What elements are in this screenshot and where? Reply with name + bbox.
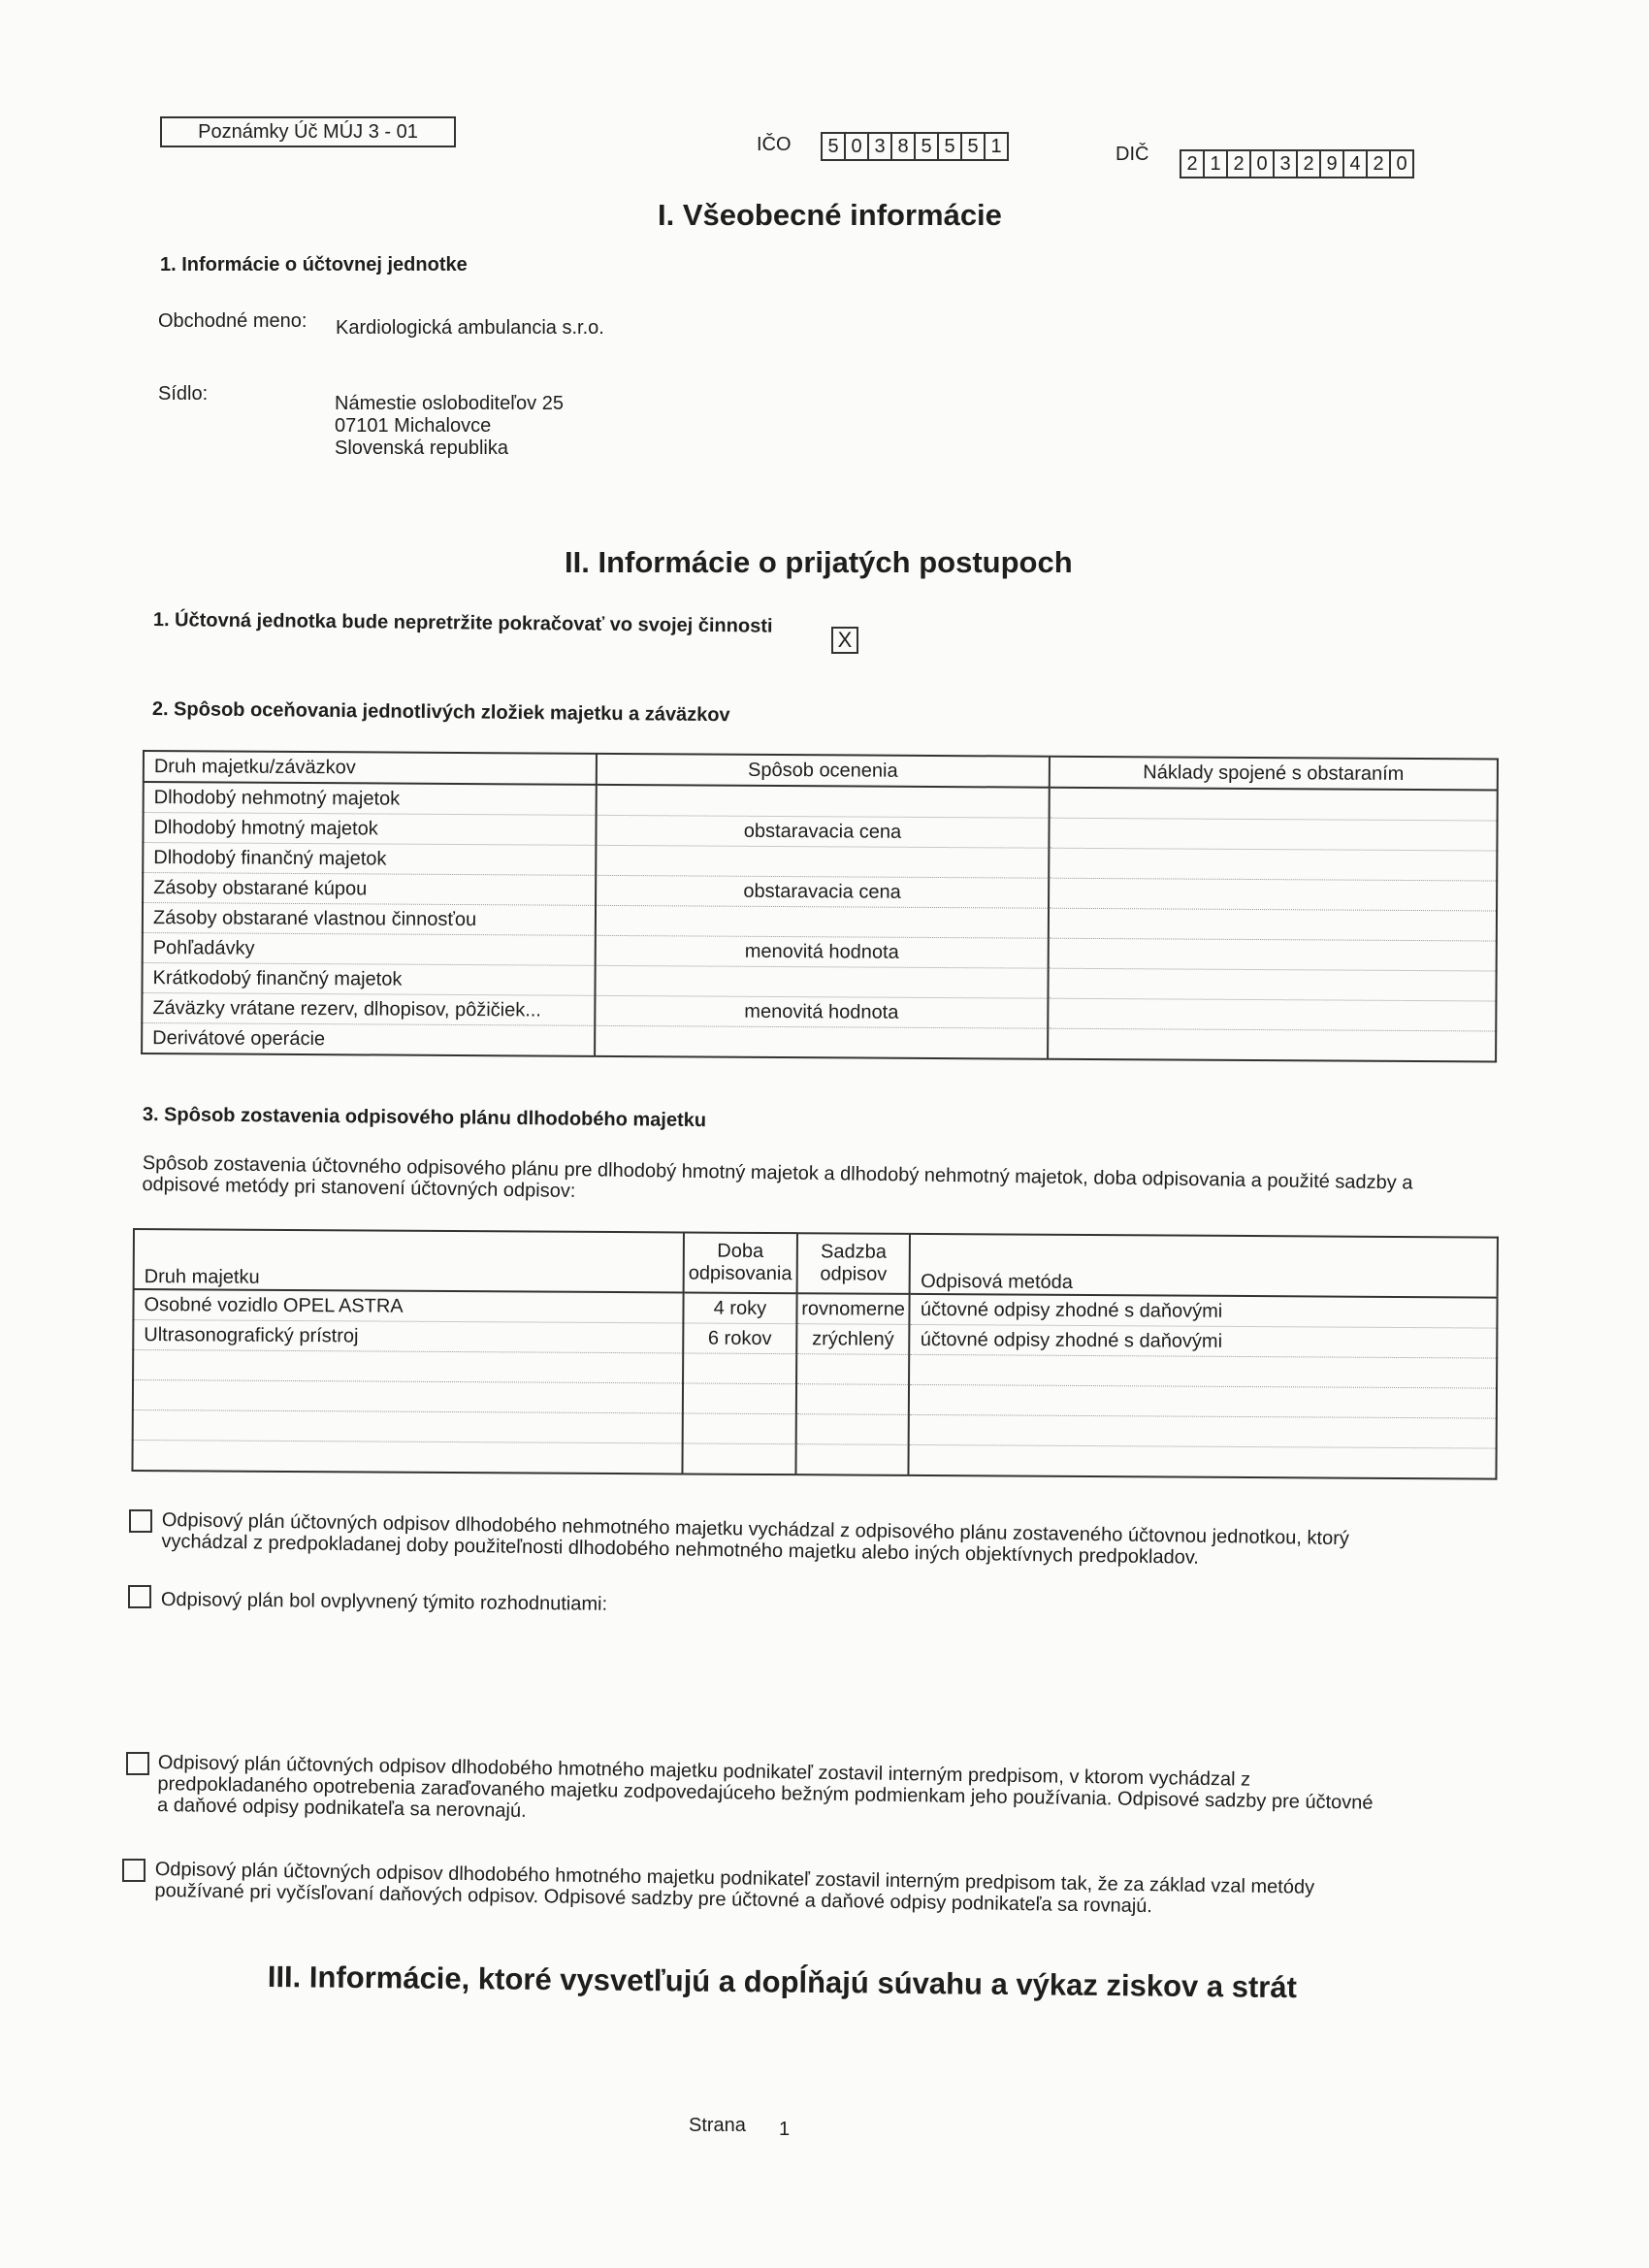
depreciation-cell: rovnomerne — [796, 1293, 910, 1324]
section-2-title: II. Informácie o prijatých postupoch — [565, 545, 1073, 579]
depreciation-cell — [909, 1414, 1497, 1448]
depreciation-cell — [683, 1413, 796, 1444]
depreciation-cell — [133, 1380, 683, 1413]
valuation-cell: Derivátové operácie — [142, 1023, 595, 1056]
depreciation-cell: zrýchlený — [796, 1324, 910, 1355]
valuation-cell: obstaravacia cena — [596, 875, 1049, 908]
valuation-cell — [1048, 998, 1496, 1031]
valuation-cell: Záväzky vrátane rezerv, dlhopisov, pôžičiek... — [142, 993, 595, 1026]
valuation-cell: Zásoby obstarané vlastnou činnosťou — [143, 903, 596, 936]
dic-digit: 9 — [1319, 149, 1344, 178]
depreciation-cell — [133, 1350, 683, 1383]
note-label: Poznámky Úč MÚJ 3 - 01 — [198, 120, 418, 143]
decisions-text: Odpisový plán bol ovplyvnený týmito rozhodnutiami: — [160, 1589, 608, 1615]
depreciation-cell — [909, 1354, 1497, 1388]
valuation-cell — [1049, 938, 1497, 971]
depreciation-cell — [682, 1443, 795, 1474]
valuation-cell — [595, 1025, 1048, 1058]
valuation-cell — [1048, 1028, 1496, 1061]
dic-digit: 0 — [1389, 149, 1414, 178]
valuation-cell: Dlhodobý finančný majetok — [143, 843, 596, 876]
dic-digit: 3 — [1273, 149, 1298, 178]
ico-digit: 8 — [890, 132, 916, 161]
valuation-cell: Pohľadávky — [143, 933, 596, 966]
dic-digit: 2 — [1296, 149, 1321, 178]
depreciation-heading: 3. Spôsob zostavenia odpisového plánu dlhodobého majetku — [142, 1104, 707, 1132]
valuation-cell: Zásoby obstarané kúpou — [143, 873, 596, 906]
valuation-cell — [596, 845, 1049, 878]
depreciation-header-cell: Doba odpisovania — [684, 1232, 797, 1293]
ico-label: IČO — [757, 134, 792, 155]
valuation-cell: obstaravacia cena — [596, 815, 1049, 848]
ico-digit: 5 — [937, 132, 962, 161]
depreciation-header-cell: Sadzba odpisov — [796, 1233, 910, 1294]
ico-digit: 1 — [984, 132, 1009, 161]
intangible-plan-text: Odpisový plán účtovných odpisov dlhodobého nehmotného majetku vychádzal z odpisového plánu zostaveného účtovnou jednotkou, ktorý vychádzal z predpokladanej doby použiteľnosti dlhodobého nehmotného majetku alebo iných objektívnych predpokladov. — [161, 1509, 1349, 1569]
valuation-cell: menovitá hodnota — [595, 995, 1048, 1028]
depreciation-header-cell: Druh majetku — [134, 1229, 684, 1292]
seat-line: 07101 Michalovce — [335, 415, 492, 437]
seat-address — [335, 393, 564, 460]
seat-label: Sídlo: — [158, 383, 209, 405]
valuation-header-cell: Druh majetku/záväzkov — [144, 751, 597, 785]
company-name-label: Obchodné meno: — [158, 310, 307, 332]
depreciation-cell — [795, 1414, 909, 1445]
section-1-title: I. Všeobecné informácie — [658, 198, 1002, 232]
depreciation-cell: 6 rokov — [683, 1323, 796, 1354]
depreciation-cell — [133, 1410, 683, 1443]
depreciation-cell: Ultrasonografický prístroj — [133, 1320, 683, 1353]
valuation-table — [141, 750, 1499, 1063]
section-1-subtitle: 1. Informácie o účtovnej jednotke — [160, 254, 468, 275]
depreciation-cell: účtovné odpisy zhodné s daňovými — [910, 1324, 1498, 1358]
page-label: Strana — [689, 2115, 746, 2136]
depreciation-cell — [796, 1384, 910, 1415]
depreciation-cell — [909, 1444, 1497, 1478]
tangible-plan-equal-text: Odpisový plán účtovných odpisov dlhodobého hmotného majetku podnikateľ zostavil interným predpisom tak, že za základ vzal metódy používané pri vyčísľovaní daňových odpisov. Odpisové sadzby pre účtovné a daňové odpisy podnikateľa sa rovnajú. — [154, 1859, 1315, 1918]
ico-digit: 3 — [867, 132, 892, 161]
dic-digit: 2 — [1226, 149, 1251, 178]
valuation-cell — [1049, 848, 1497, 881]
intangible-plan-checkbox[interactable] — [129, 1509, 152, 1533]
valuation-header-cell: Spôsob ocenenia — [597, 754, 1050, 788]
dic-digit: 2 — [1366, 149, 1391, 178]
continuity-mark: X — [837, 628, 853, 652]
seat-line: Námestie osloboditeľov 25 — [335, 393, 564, 414]
valuation-cell — [1048, 968, 1496, 1001]
valuation-cell — [1049, 818, 1497, 851]
depreciation-cell: 4 roky — [683, 1292, 796, 1323]
company-name-value: Kardiologická ambulancia s.r.o. — [336, 317, 604, 339]
valuation-cell: Krátkodobý finančný majetok — [142, 963, 595, 996]
dic-digits — [1181, 149, 1414, 178]
depreciation-cell — [909, 1384, 1497, 1418]
depreciation-cell — [795, 1444, 909, 1475]
tangible-plan-differ-text: Odpisový plán účtovných odpisov dlhodobého hmotného majetku podnikateľ zostavil interným predpisom, v ktorom vychádzal z predpokladaného opotrebenia zaraďovaného majetku zodpovedajúceho bežným podmienkam jeho používania. Odpisové sadzby pre účtovné a daňové odpisy podnikateľa sa nerovnajú. — [156, 1752, 1374, 1822]
depreciation-table — [131, 1228, 1499, 1480]
ico-digit: 0 — [844, 132, 869, 161]
valuation-cell — [1049, 878, 1497, 911]
dic-digit: 0 — [1249, 149, 1275, 178]
depreciation-header-cell: Odpisová metóda — [910, 1234, 1498, 1298]
depreciation-cell — [796, 1354, 910, 1385]
continuity-checkbox[interactable] — [831, 627, 858, 654]
valuation-cell — [1050, 788, 1498, 821]
seat-line: Slovenská republika — [335, 437, 508, 459]
ico-digit: 5 — [914, 132, 939, 161]
valuation-cell: Dlhodobý nehmotný majetok — [144, 782, 597, 815]
valuation-cell: menovitá hodnota — [596, 935, 1049, 968]
depreciation-cell: účtovné odpisy zhodné s daňovými — [910, 1294, 1498, 1328]
depreciation-cell — [683, 1353, 796, 1384]
ico-digit: 5 — [821, 132, 846, 161]
page-number: 1 — [779, 2119, 791, 2140]
ico-digit: 5 — [960, 132, 986, 161]
valuation-cell — [1049, 908, 1497, 941]
depreciation-description: Spôsob zostavenia účtovného odpisového plánu pre dlhodobý hmotný majetok a dlhodobý nehmotný majetok, doba odpisovania a použité sadzby a odpisové metódy pri stanovení účtovných odpisov: — [142, 1152, 1413, 1203]
valuation-cell: Dlhodobý hmotný majetok — [143, 813, 596, 846]
dic-digit: 4 — [1342, 149, 1368, 178]
valuation-header-cell: Náklady spojené s obstaraním — [1050, 757, 1498, 791]
tangible-plan-equal-checkbox[interactable] — [122, 1859, 146, 1882]
depreciation-cell — [683, 1383, 796, 1414]
depreciation-cell — [132, 1441, 682, 1474]
dic-digit: 2 — [1180, 149, 1205, 178]
dic-digit: 1 — [1203, 149, 1228, 178]
valuation-cell — [595, 965, 1048, 998]
decisions-checkbox[interactable] — [128, 1585, 151, 1608]
note-label-box — [160, 116, 456, 147]
valuation-cell — [596, 905, 1049, 938]
section-3-title: III. Informácie, ktoré vysvetľujú a dopĺňajú súvahu a výkaz ziskov a strát — [267, 1960, 1298, 2005]
continuity-question: 1. Účtovná jednotka bude nepretržite pokračovať vo svojej činnosti — [152, 609, 773, 637]
tangible-plan-differ-checkbox[interactable] — [126, 1752, 149, 1775]
depreciation-header-row — [134, 1229, 1498, 1298]
depreciation-cell: Osobné vozidlo OPEL ASTRA — [133, 1289, 683, 1323]
dic-label: DIČ — [1116, 144, 1149, 165]
valuation-heading: 2. Spôsob oceňovania jednotlivých zložiek majetku a záväzkov — [151, 698, 730, 727]
ico-digits — [823, 132, 1009, 161]
valuation-cell — [597, 785, 1050, 818]
